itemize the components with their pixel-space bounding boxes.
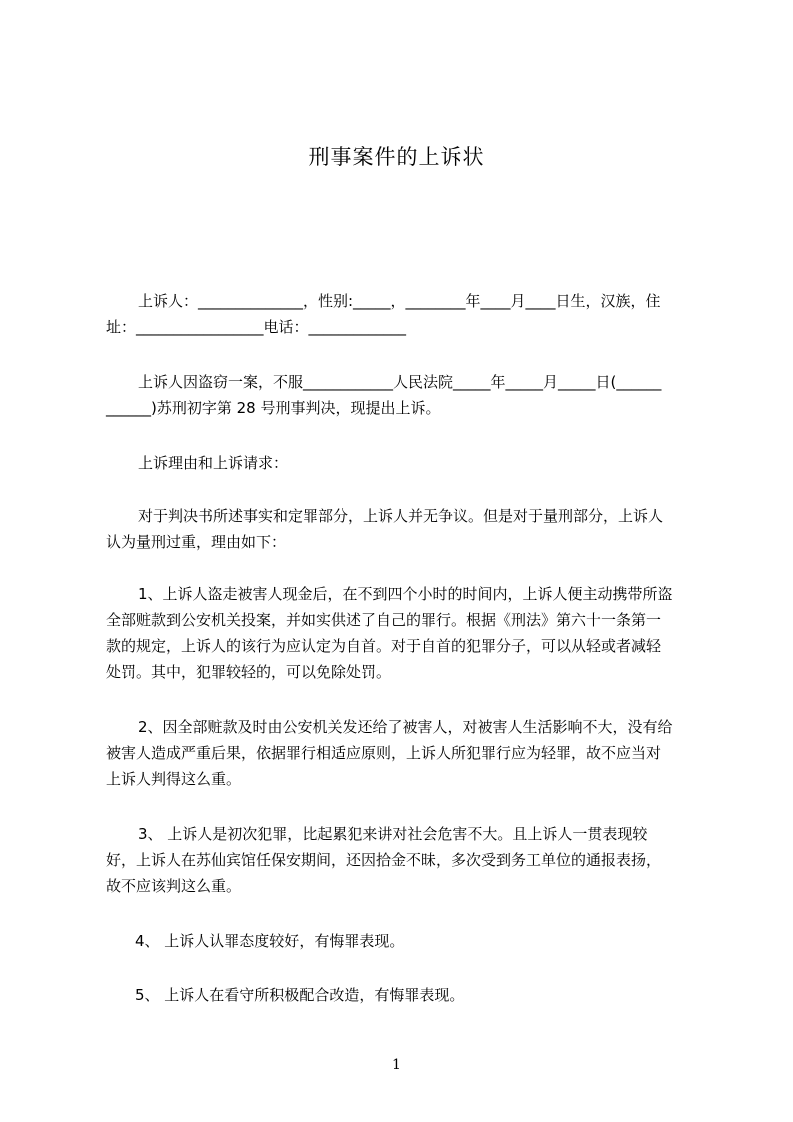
reason-3-line-3: 故不应该判这么重。 [106, 877, 242, 895]
reason-2-line-2: 被害人造成严重后果，依据罪行相适应原则，上诉人所犯罪行应为轻罪，故不应当对 [106, 744, 662, 762]
reason-3-line-1: 3、 上诉人是初次犯罪，比起累犯来讲对社会危害不大。且上诉人一贯表现较 [138, 825, 648, 843]
case-statement-line-1: 上诉人因盗窃一案，不服____________人民法院_____年_____月_____日(______ [138, 373, 662, 391]
reason-4-line-1: 4、 上诉人认罪态度较好，有悔罪表现。 [135, 932, 405, 950]
appellant-info-line-1: 上诉人：______________，性别:_____，________年____月____日生，汉族，住 [138, 292, 661, 310]
appeal-reasons-heading: 上诉理由和上诉请求： [138, 454, 289, 472]
reason-1-line-2: 全部赃款到公安机关投案，并如实供述了自己的罪行。根据《刑法》第六十一条第一 [106, 611, 662, 629]
reason-5-line-1: 5、 上诉人在看守所积极配合改造，有悔罪表现。 [135, 986, 465, 1004]
appellant-info-line-2: 址：_________________电话：_____________ [106, 318, 407, 336]
page-number: 1 [392, 1057, 401, 1073]
reason-3-line-2: 好，上诉人在苏仙宾馆任保安期间，还因拾金不昧，多次受到务工单位的通报表扬， [106, 851, 662, 869]
reason-1-line-3: 款的规定，上诉人的该行为应认定为自首。对于自首的犯罪分子，可以从轻或者减轻 [106, 637, 662, 655]
reason-2-line-3: 上诉人判得这么重。 [106, 770, 242, 788]
reason-2-line-1: 2、因全部赃款及时由公安机关发还给了被害人，对被害人生活影响不大，没有给 [138, 718, 673, 736]
intro-line-2: 认为量刑过重，理由如下： [106, 533, 287, 551]
reason-1-line-1: 1、上诉人盗走被害人现金后，在不到四个小时的时间内，上诉人便主动携带所盗 [138, 585, 673, 603]
reason-1-line-4: 处罚。其中，犯罪较轻的，可以免除处罚。 [106, 663, 392, 681]
case-statement-line-2: ______)苏刑初字第 28 号刑事判决，现提出上诉。 [106, 399, 441, 417]
intro-line-1: 对于判决书所述事实和定罪部分，上诉人并无争议。但是对于量刑部分，上诉人 [138, 507, 664, 525]
document-title: 刑事案件的上诉状 [308, 145, 485, 169]
